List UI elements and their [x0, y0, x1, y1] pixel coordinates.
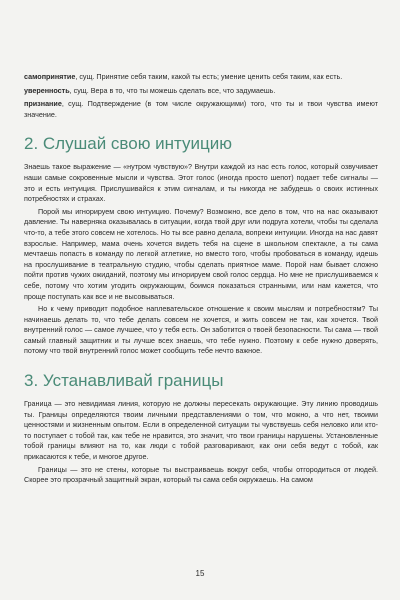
glossary-term: самопринятие: [24, 72, 76, 81]
glossary-term: уверенность: [24, 85, 70, 95]
paragraph: Знаешь такое выражение — «нутром чувствую»? Внутри каждой из нас есть голос, который озвучивает наши самые сокровенные мысли и чувства. Этот голос (иногда просто шепот) подает тебе сигналы — это и есть интуиция. Прислушивайся к этим сигналам, и ты никогда не забудешь о своих истинных потребностях и страхах.: [24, 162, 378, 204]
glossary-entry: уверенность, сущ. Вера в то, что ты можешь сделать все, что задумаешь.: [24, 85, 276, 95]
section-body: [24, 162, 378, 357]
paragraph: Но к чему приводит подобное наплевательское отношение к своим мыслям и потребностям? Ты начинаешь делать то, что тебе делать совсем не хочется, и жить совсем не так, как хочется. Твой внутренний голос — самое лучшее, что у тебя есть. Он заботится о твоей безопасности. Ты сама — твой самый главный защитник и ты лучше всех знаешь, что тебе нужно. Поэтому к себе нужно доверять, потому что твой внутренний голос может сообщить тебе нечто важное.: [24, 304, 378, 356]
section-body: [24, 399, 378, 486]
glossary-term: признание: [24, 99, 62, 109]
paragraph: Граница — это невидимая линия, которую не должны пересекать окружающие. Эту линию проводишь ты. Границы определяются твоим личными представлениями о том, что можно, а что нет, твоими ценностями и жизненным опытом. Если в определенной ситуации ты чувствуешь себя неловко или кто-то поступает с тобой так, как тебе не нравится, это значит, что твои границы нарушены. Установленные тобой границы влияют на то, как люди с тобой разговаривают, как они себя ведут с тобой, как прикасаются к тебе, и многое другое.: [24, 399, 378, 462]
page-number: 15: [195, 569, 205, 578]
glossary: [24, 72, 378, 120]
section-heading: 2. Слушай свою интуицию: [24, 134, 233, 154]
paragraph: Порой мы игнорируем свою интуицию. Почему? Возможно, все дело в том, что на нас оказывают давление. Ты наверняка оказывалась в ситуации, когда твой друг или подруга хотели, чтобы ты сделала что-то, а тебе этого совсем не хотелось. Но ты все равно делала, вопреки интуиции. Иногда на нас давят взрослые. Например, мама очень хочется видеть тебя на сцене в школьном спектакле, а ты сама мечтаешь попасть в команду по легкой атлетике, но вместо того, чтобы пробоваться в команду, идешь на прослушивание в театральную студию, чтобы сделать приятное маме. Порой нам бывает сложно пойти против чужих ожиданий, поэтому мы игнорируем свой голос сердца. Но мне не прислушиваемся к себе, потому что хотим угодить окружающим, боимся показаться странными, или нам кажется, что проще поступать как все и не высовываться.: [24, 206, 378, 301]
paragraph: Границы — это не стены, которые ты выстраиваешь вокруг себя, чтобы отгородиться от людей. Скорее это прозрачный защитный экран, который ты сама себя окружаешь. На самом: [24, 464, 378, 485]
section-heading: 3. Устанавливай границы: [24, 371, 224, 391]
glossary-entry: признание, сущ. Подтверждение (в том числе окружающими) того, что ты и твои чувства имеют значение.: [24, 99, 378, 119]
glossary-entry: самопринятие, сущ. Принятие себя таким, какой ты есть; умение ценить себя таким, как есть.: [24, 72, 343, 81]
